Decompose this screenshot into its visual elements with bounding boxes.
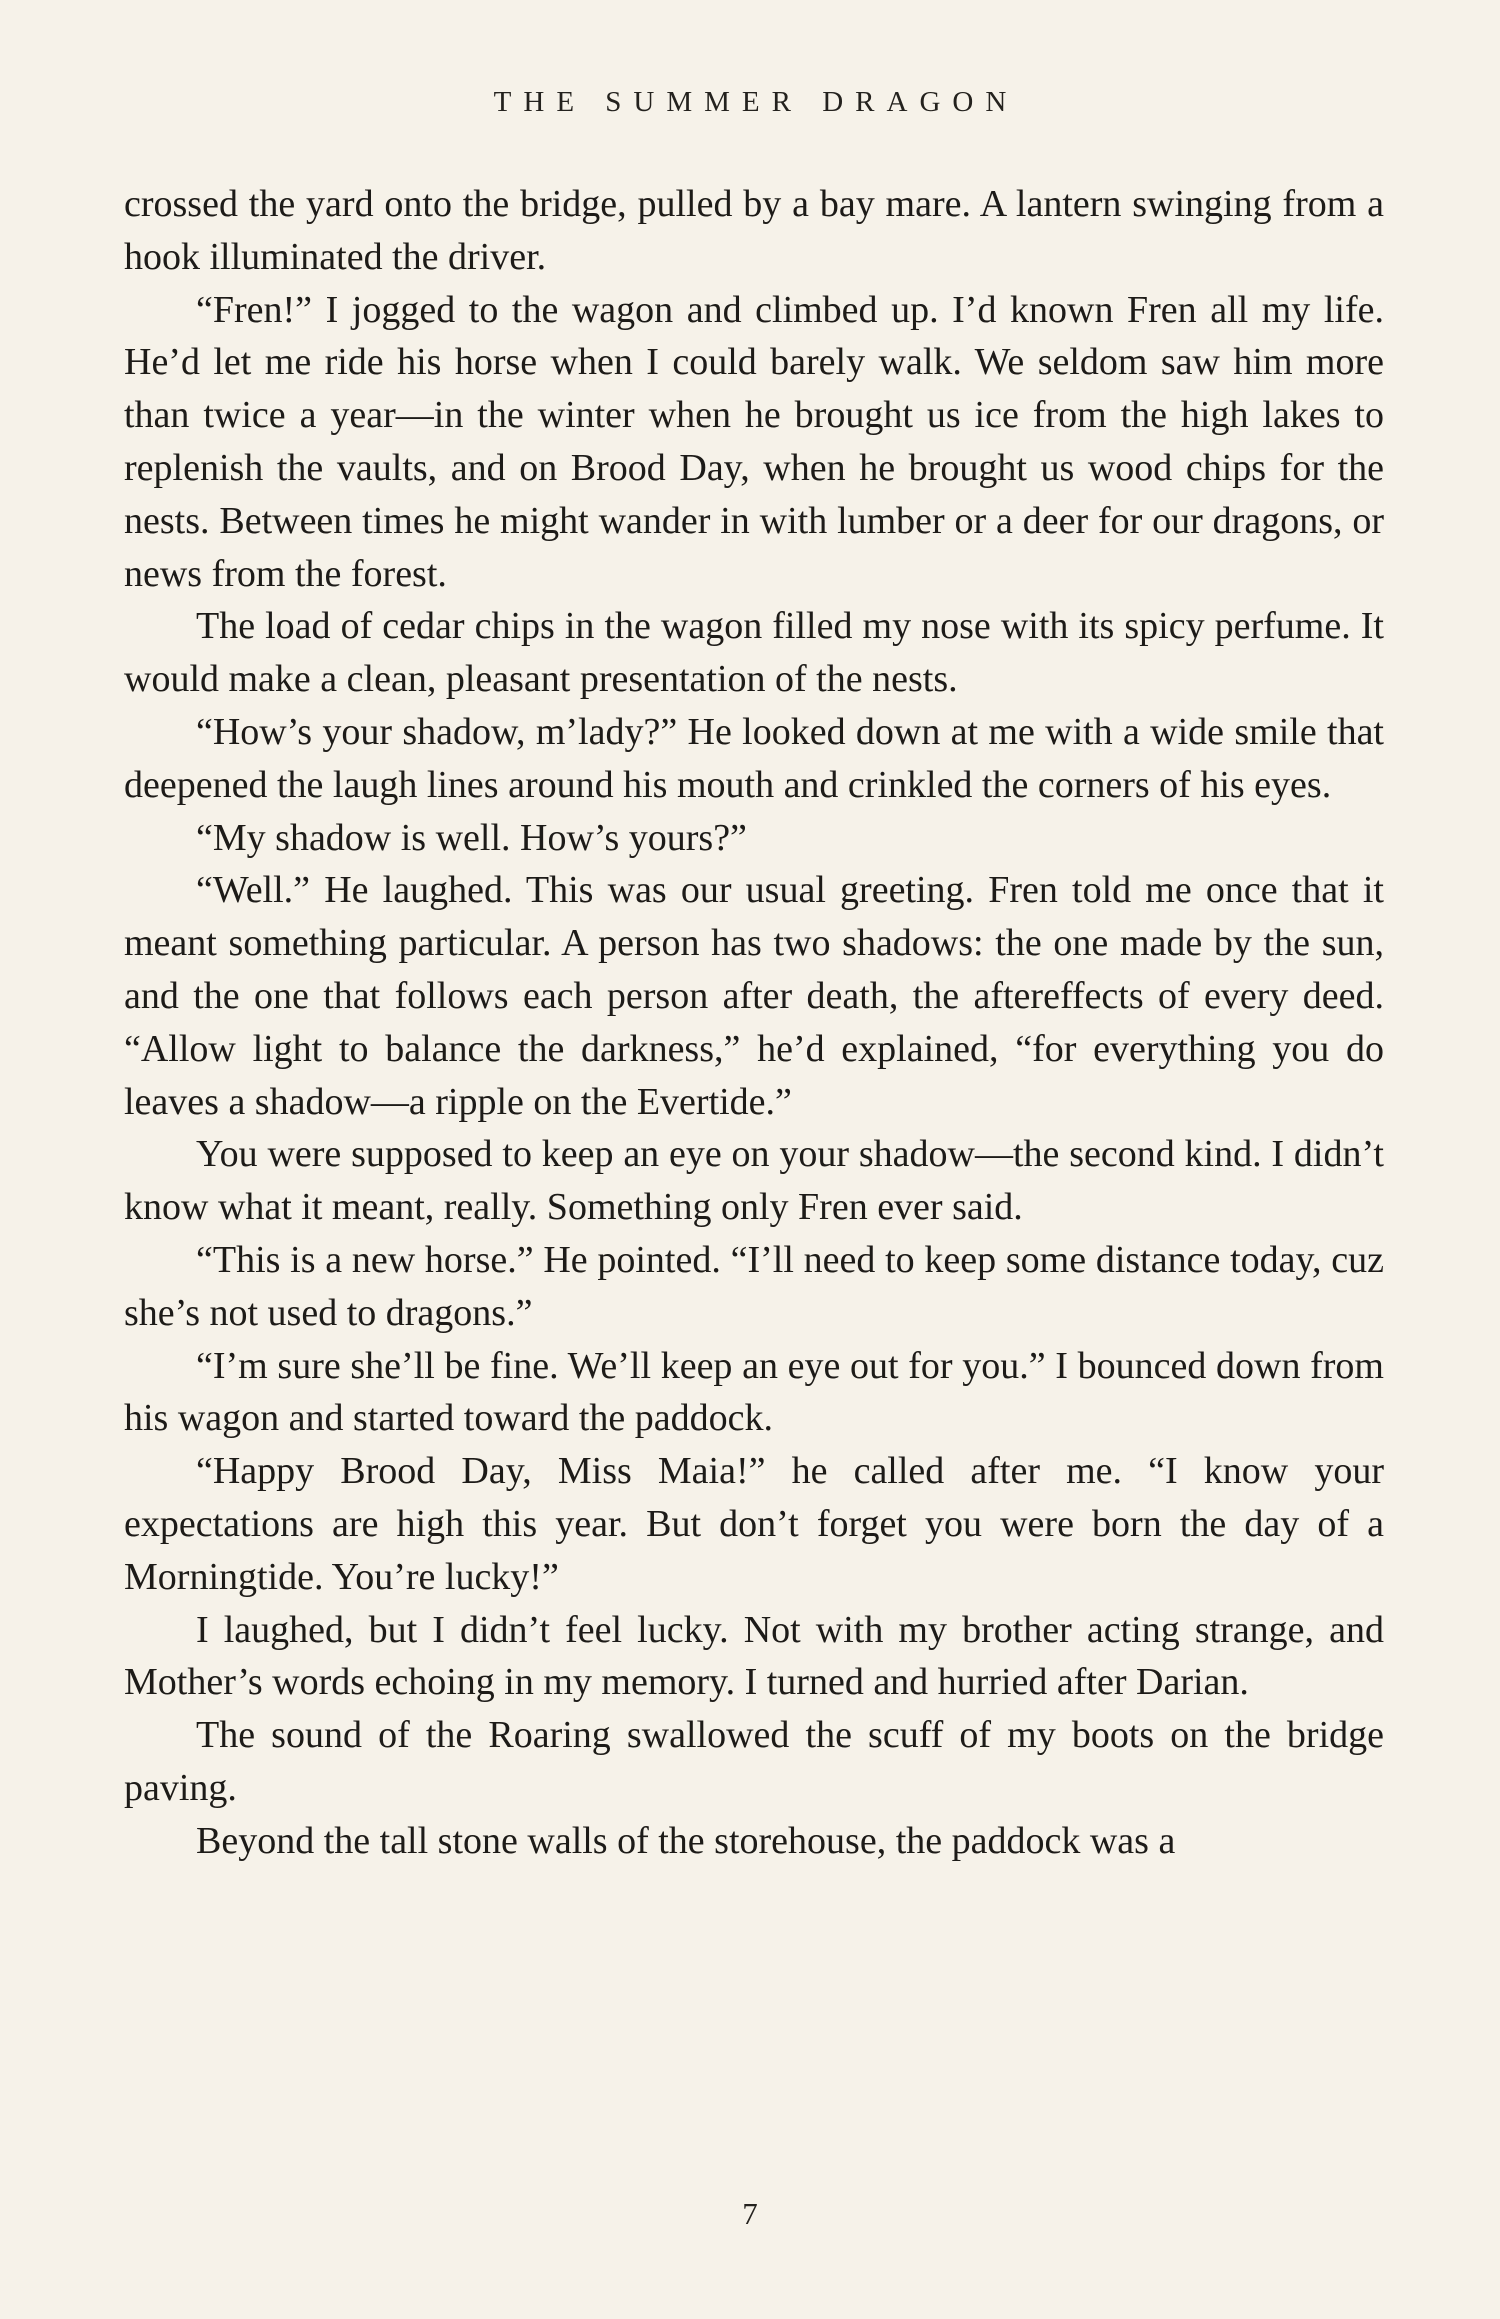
- paragraph: “Happy Brood Day, Miss Maia!” he called after me. “I know your expectations are high this year. But don’t forget you were born the day of a Morningtide. You’re lucky!”: [124, 1450, 1384, 1598]
- paragraph: You were supposed to keep an eye on your shadow—the second kind. I didn’t know what it meant, really. Something only Fren ever said.: [124, 1133, 1384, 1229]
- body-text: [124, 178, 1384, 1868]
- paragraph: “My shadow is well. How’s yours?”: [196, 816, 747, 859]
- paragraph: “How’s your shadow, m’lady?” He looked down at me with a wide smile that deepened the laugh lines around his mouth and crinkled the corners of his eyes.: [124, 710, 1384, 806]
- paragraph: “Well.” He laughed. This was our usual greeting. Fren told me once that it meant something particular. A person has two shadows: the one made by the sun, and the one that follows each person after death, the aftereffects of every deed. “Allow light to balance the darkness,” he’d explained, “for everything you do leaves a shadow—a ripple on the Evertide.”: [124, 869, 1384, 1123]
- paragraph: Beyond the tall stone walls of the storehouse, the paddock was a: [196, 1819, 1176, 1862]
- paragraph: The sound of the Roaring swallowed the scuff of my boots on the bridge paving.: [124, 1714, 1384, 1809]
- paragraph: crossed the yard onto the bridge, pulled by a bay mare. A lantern swinging from a hook illuminated the driver.: [124, 183, 1384, 278]
- paragraph: “Fren!” I jogged to the wagon and climbed up. I’d known Fren all my life. He’d let me ride his horse when I could barely walk. We seldom saw him more than twice a year—in the winter when he brought us ice from the high lakes to replenish the vaults, and on Brood Day, when he brought us wood chips for the nests. Between times he might wander in with lumber or a deer for our dragons, or news from the forest.: [124, 288, 1384, 595]
- running-head: THE SUMMER DRAGON: [493, 86, 1019, 118]
- paragraph: “This is a new horse.” He pointed. “I’ll need to keep some distance today, cuz she’s not used to dragons.”: [124, 1238, 1384, 1334]
- paragraph: I laughed, but I didn’t feel lucky. Not with my brother acting strange, and Mother’s words echoing in my memory. I turned and hurried after Darian.: [124, 1608, 1384, 1704]
- paragraph: The load of cedar chips in the wagon filled my nose with its spicy perfume. It would make a clean, pleasant presentation of the nests.: [124, 605, 1384, 701]
- paragraph: “I’m sure she’ll be fine. We’ll keep an eye out for you.” I bounced down from his wagon and started toward the paddock.: [124, 1344, 1384, 1440]
- page-number: 7: [742, 2196, 758, 2231]
